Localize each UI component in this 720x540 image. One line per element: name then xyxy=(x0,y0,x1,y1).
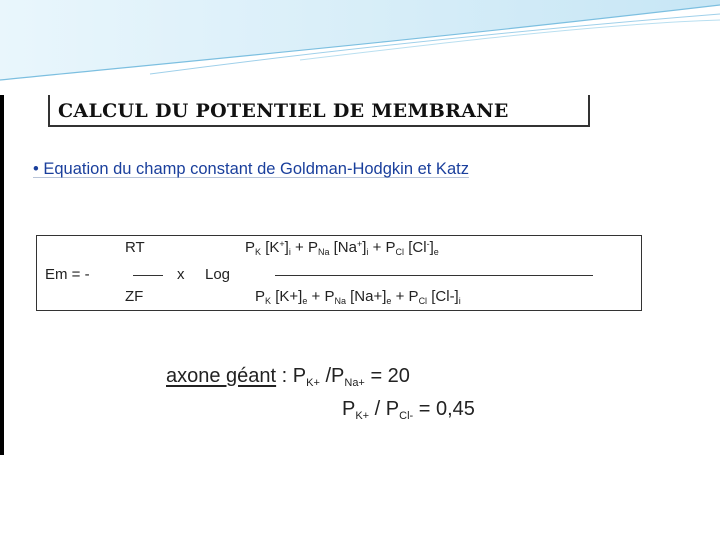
r1-p1: P xyxy=(292,365,307,387)
numerator xyxy=(245,239,439,257)
num-k-sup: + xyxy=(279,239,285,249)
r1-eq: = 20 xyxy=(370,365,410,387)
ratio-line-1 xyxy=(166,365,410,389)
zf-label: ZF xyxy=(125,288,144,305)
axone-geant-label: axone géant xyxy=(166,365,277,387)
den-pcl-sub: Cl xyxy=(418,296,428,306)
denominator xyxy=(255,288,461,306)
num-na-sup: + xyxy=(356,239,363,249)
num-plus-2: + xyxy=(372,239,382,256)
num-k-close: ] xyxy=(284,239,289,256)
den-k-sub: e xyxy=(302,296,308,306)
num-na: [Na xyxy=(333,239,357,256)
r2-s1: K+ xyxy=(355,410,370,422)
num-pcl-sub: Cl xyxy=(395,247,405,257)
den-cl: [Cl-] xyxy=(431,288,459,305)
ratio-colon: : xyxy=(281,365,288,387)
den-pk: P xyxy=(255,288,266,305)
num-k: [K xyxy=(265,239,280,256)
num-cl-close: ] xyxy=(429,239,434,256)
r1-slash: /P xyxy=(325,365,345,387)
num-pk: P xyxy=(245,239,256,256)
den-k: [K+] xyxy=(275,288,303,305)
num-cl: [Cl xyxy=(408,239,427,256)
den-pk-sub: K xyxy=(265,296,272,306)
den-na: [Na+] xyxy=(350,288,387,305)
decorative-swoosh xyxy=(0,0,720,95)
r2-p1: P xyxy=(342,398,356,420)
num-pna-sub: Na xyxy=(317,247,330,257)
em-label: Em = - xyxy=(45,266,90,283)
bullet-goldman-equation: • Equation du champ constant de Goldman-Hodgkin et Katz xyxy=(33,160,469,178)
num-na-close: ] xyxy=(362,239,367,256)
den-na-sub: e xyxy=(386,296,392,306)
r2-slash: / P xyxy=(374,398,400,420)
num-pcl: P xyxy=(385,239,396,256)
den-plus-1: + xyxy=(311,288,321,305)
den-pna-sub: Na xyxy=(334,296,346,306)
rt-label: RT xyxy=(125,239,145,256)
den-cl-sub: i xyxy=(458,296,461,306)
num-pna: P xyxy=(307,239,318,256)
r1-s1: K+ xyxy=(306,377,320,389)
num-plus-1: + xyxy=(295,239,304,256)
left-edge-bar xyxy=(0,95,4,455)
slide-title: CALCUL DU POTENTIEL DE MEMBRANE xyxy=(58,100,509,122)
equation-box xyxy=(36,235,642,311)
times-sign: x xyxy=(177,266,185,283)
log-label: Log xyxy=(205,266,231,283)
rt-zf-fraction-bar xyxy=(133,275,163,276)
den-plus-2: + xyxy=(395,288,405,305)
num-k-sub: i xyxy=(288,247,291,257)
r2-s2: Cl- xyxy=(399,410,414,422)
ratio-line-2 xyxy=(342,398,475,422)
num-cl-sup: - xyxy=(426,239,430,249)
slide-content xyxy=(30,90,690,460)
log-fraction-bar xyxy=(275,275,593,276)
den-pcl: P xyxy=(408,288,419,305)
num-na-sub: i xyxy=(366,247,369,257)
den-pna: P xyxy=(324,288,335,305)
r1-s2: Na+ xyxy=(344,377,365,389)
num-cl-sub: e xyxy=(433,247,439,257)
title-box xyxy=(48,95,590,127)
num-pk-sub: K xyxy=(255,247,262,257)
r2-eq: = 0,45 xyxy=(418,398,475,420)
